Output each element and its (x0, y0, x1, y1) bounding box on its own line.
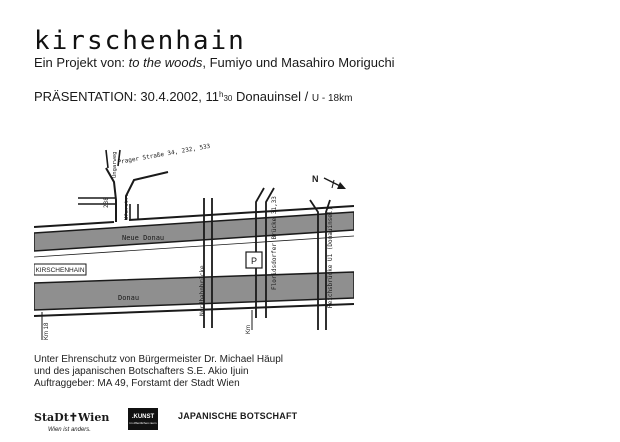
page-title: kirschenhain (34, 26, 246, 56)
label-km: Km (246, 325, 252, 334)
label-neue-donau: Neue Donau (122, 234, 165, 242)
label-kirschenhain: KIRSCHENHAIN (35, 267, 85, 274)
credit-mayor: Unter Ehrenschutz von Bürgermeister Dr. Michael Häupl (34, 354, 283, 365)
project-credit (34, 55, 395, 71)
presentation-date: PRÄSENTATION: 30.4.2002, 11 (34, 89, 219, 104)
road-neue-donau-north (34, 222, 114, 227)
kunst-logo-text: .KUNST (131, 413, 155, 420)
label-donau: Donau (118, 294, 140, 302)
patronage-credits (34, 354, 283, 390)
label-north: N (312, 174, 319, 184)
road-uferstr (130, 204, 138, 220)
stadt-wien-logo (34, 408, 109, 434)
presentation-info (34, 87, 352, 107)
road-cross (78, 198, 116, 204)
label-uferstr: Uferstr. (124, 193, 130, 220)
presentation-time-minutes: 30 (223, 94, 233, 103)
presentation-place: Donauinsel / (232, 89, 312, 104)
location-map (34, 140, 354, 340)
label-floridsdorfer-bruecke: Floridsdorfer Brücke 31,33 (271, 196, 278, 290)
river-neue-donau (34, 212, 354, 251)
label-ungarweg: Ungarweg (112, 151, 118, 178)
project-credit-group: to the woods (128, 55, 203, 70)
stadt-wien-tagline: Wien ist anders. (48, 427, 91, 433)
stadt-wien-logo-text: StaDt✝Wien (34, 411, 110, 424)
presentation-time-hour: h (218, 90, 224, 99)
label-nordbahnbruecke: Nordbahnbrücke (199, 265, 206, 316)
kunst-logo (128, 408, 158, 430)
north-arrow-icon (324, 178, 346, 189)
project-credit-prefix: Ein Projekt von: (34, 55, 129, 70)
parking-icon: P (250, 256, 258, 266)
river-donau (34, 272, 354, 310)
credit-client: Auftraggeber: MA 49, Forstamt der Stadt Wien (34, 378, 240, 389)
label-bus-238: 238 (103, 197, 110, 208)
kunst-logo-subtext: im öffentlichen raum (129, 420, 157, 425)
credit-ambassador: und des japanischen Botschafters S.E. Akio Ijuin (34, 366, 249, 377)
label-km18: Km 18 (44, 322, 50, 340)
presentation-transit: U - 18km (311, 93, 353, 104)
label-prager-strasse: Prager Straße 34, 232, 533 (117, 142, 211, 166)
sponsor-logos (34, 408, 594, 434)
label-reichsbruecke: Reichsbrücke U1 (Donauinsel) (327, 206, 334, 308)
project-credit-artists: , Fumiyo und Masahiro Moriguchi (202, 55, 395, 70)
japanische-botschaft-logo: JAPANISCHE BOTSCHAFT (178, 411, 298, 421)
